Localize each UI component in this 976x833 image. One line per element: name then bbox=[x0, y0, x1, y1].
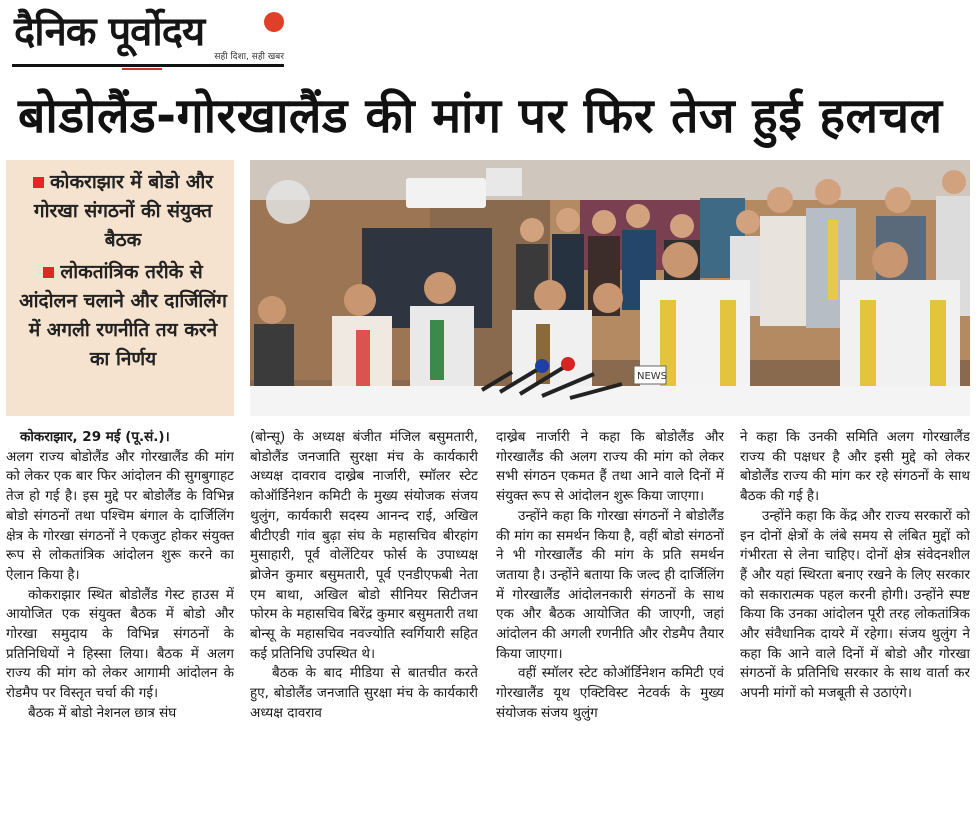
summary-point-1: कोकराझार में बोडो और गोरखा संगठनों की संयुक्त बैठक bbox=[33, 171, 214, 251]
dateline: कोकराझार, 29 मई (पू.सं.)। bbox=[20, 429, 170, 445]
article-paragraph: बैठक के बाद मीडिया से बातचीत करते हुए, बोडोलैंड जनजाति सुरक्षा मंच के कार्यकारी अध्यक्ष दावराव bbox=[250, 665, 478, 721]
summary-box bbox=[6, 160, 234, 416]
article-paragraph: उन्होंने कहा कि केंद्र और राज्य सरकारों को इन दोनों क्षेत्रों के लंबे समय से लंबित मुद्दों को गंभीरता से लेना चाहिए। दोनों क्षेत्र संवेदनशील हैं और यहां स्थिरता बनाए रखने के लिए सरकार को सकारात्मक पहल करनी होगी। उन्होंने स्पष्ट किया कि उनका आंदोलन पूरी तरह लोकतांत्रिक और संवैधानिक दायरे में रहेगा। संजय थुलुंग ने कहा कि आने वाले दिनों में बोडो और गोरखा संगठनों के प्रतिनिधि सरकार के साथ वार्ता कर अपनी मांगों को मजबूती से उठाएंगे। bbox=[740, 507, 970, 702]
summary-point-2: लोकतांत्रिक तरीके से आंदोलन चलाने और दार्जिलिंग में अगली रणनीति तय करने का निर्णय bbox=[19, 261, 227, 370]
article-paragraph: (बोन्सू) के अध्यक्ष बंजीत मंजिल बसुमतारी, बोडोलैंड जनजाति सुरक्षा मंच के कार्यकारी अध्यक्ष दावराव दाख्रेब नार्जारी, स्मॉलर स्टेट कोऑर्डिनेशन कमिटी के मुख्य संयोजक संजय थुलुंग, कार्यकारी सदस्य आनन्द राई, अखिल बीटीएडी गांव बुढ़ा संघ के महासचिव बीरहांग मुसाहारी, पूर्व वोलेंटियर फोर्स के उपाध्यक्ष ब्रोजेन कुमार बसुमतारी, पूर्व एनडीएफबी नेता एम बाथा, अखिल बोडो सीनियर सिटीजन फोरम के महासचिव बिरेंद्र कुमार बसुमतारी तथा बोन्सू के महासचिव नवज्योति स्वर्गियारी सहित कई प्रतिनिधि उपस्थित थे। bbox=[250, 429, 478, 662]
article-column-4 bbox=[740, 428, 970, 833]
masthead bbox=[12, 2, 284, 76]
masthead-name: दैनिक पूर्वोदय bbox=[14, 9, 205, 55]
article-paragraph: ने कहा कि उनकी समिति अलग गोरखालैंड राज्य की पक्षधर है और इसी मुद्दे को लेकर बोडोलैंड राज्य की मांग कर रहे संगठनों के साथ बैठक की गई है। bbox=[740, 429, 970, 505]
article-paragraph: वहीं स्मॉलर स्टेट कोऑर्डिनेशन कमिटी एवं गोरखालैंड यूथ एक्टिविस्ट नेटवर्क के मुख्य संयोजक संजय थुलुंग bbox=[496, 665, 724, 721]
masthead-rule bbox=[12, 64, 284, 67]
mic-flag-label: NEWS bbox=[637, 371, 668, 382]
article-column-2 bbox=[250, 428, 478, 833]
article-column-1 bbox=[6, 428, 234, 833]
press-conference-photo bbox=[250, 160, 970, 416]
square-bullet-icon bbox=[43, 267, 54, 278]
masthead-tagline: सही दिशा, सही खबर bbox=[214, 52, 284, 62]
headline: बोडोलैंड-गोरखालैंड की मांग पर फिर तेज हुई हलचल bbox=[18, 88, 943, 144]
article-paragraph: उन्होंने कहा कि गोरखा संगठनों ने बोडोलैंड की मांग का समर्थन किया है, वहीं बोडो संगठनों ने भी गोरखालैंड की मांग के प्रति समर्थन जताया है। उन्होंने बताया कि जल्द ही दार्जिलिंग में गोरखालैंड आंदोलनकारी संगठनों के साथ एक और बैठक आयोजित की जाएगी, जहां आंदोलन की अगली रणनीति और रोडमैप तैयार किया जाएगा। bbox=[496, 507, 724, 662]
masthead-sun-icon bbox=[264, 12, 284, 32]
article-column-3 bbox=[496, 428, 724, 833]
article-paragraph: कोकराझार स्थित बोडोलैंड गेस्ट हाउस में आयोजित एक संयुक्त बैठक में बोडो और गोरखा समुदाय के विभिन्न संगठनों के प्रतिनिधियों ने हिस्सा लिया। बैठक में अलग राज्य की मांग को लेकर आगामी आंदोलन के रोडमैप पर विस्तृत चर्चा की गई। bbox=[6, 586, 234, 702]
square-bullet-icon bbox=[33, 177, 44, 188]
article-paragraph: अलग राज्य बोडोलैंड और गोरखालैंड की मांग को लेकर एक बार फिर आंदोलन की सुगबुगाहट तेज हो गई है। इस मुद्दे पर बोडोलैंड के विभिन्न बोडो संगठनों तथा पश्चिम बंगाल के दार्जिलिंग क्षेत्र के गोरखा संगठनों ने एकजुट होकर संयुक्त रूप से लोकतांत्रिक आंदोलन शुरू करने का ऐलान किया है। bbox=[6, 448, 234, 583]
masthead-accent bbox=[122, 68, 162, 70]
article-paragraph: बैठक में बोडो नेशनल छात्र संघ bbox=[28, 704, 177, 721]
article-paragraph: दाख्रेब नार्जारी ने कहा कि बोडोलैंड और गोरखालैंड की अलग राज्य की मांग को लेकर सभी संगठन एकमत हैं तथा आने वाले दिनों में संयुक्त रूप से आंदोलन शुरू किया जाएगा। bbox=[496, 429, 724, 505]
